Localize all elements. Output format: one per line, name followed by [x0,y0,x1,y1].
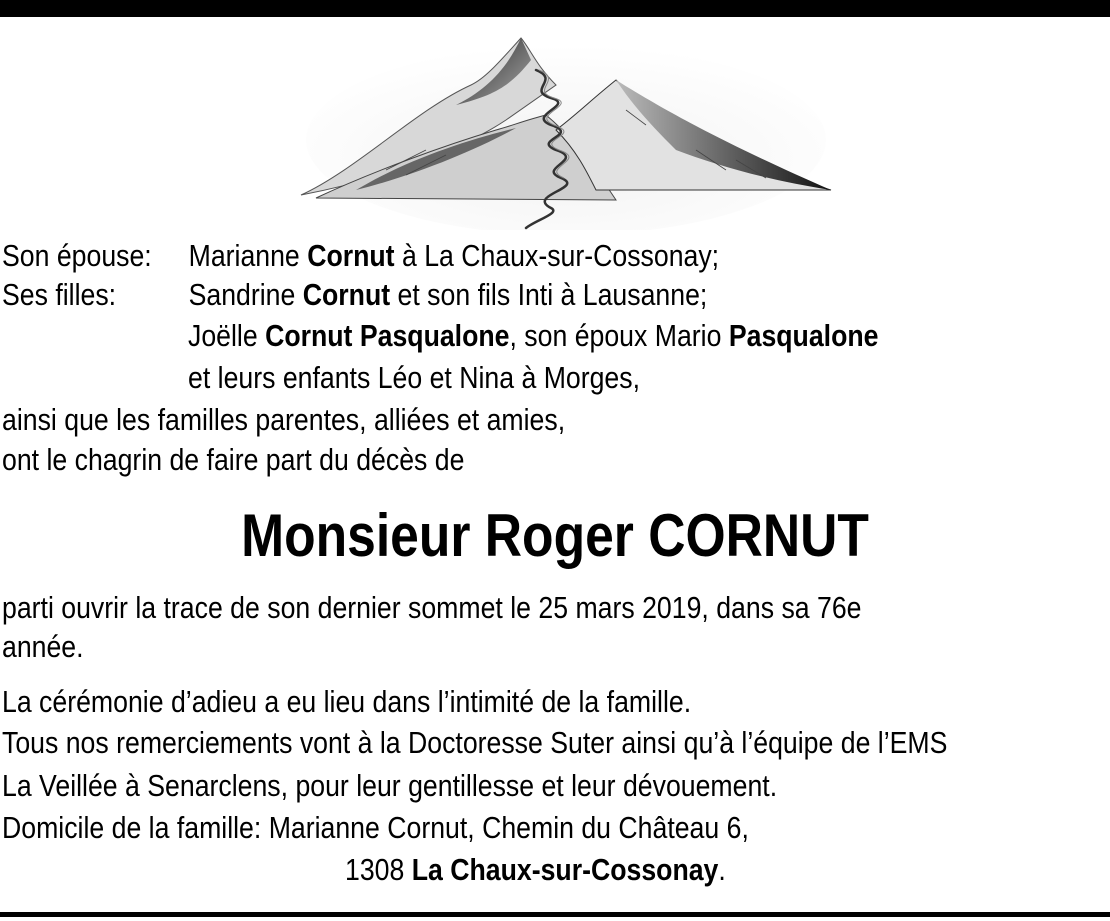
thanks-line-1: Tous nos remerciements vont à la Doctoresse Suter ainsi qu’à l’équipe de l’EMS [2,725,948,760]
deceased-name: Monsieur Roger CORNUT [241,502,869,569]
grandchildren-line: et leurs enfants Léo et Nina à Morges, [188,360,640,395]
daughter2-last-name: Cornut Pasqualone [265,318,510,353]
thanks-line-2: La Veillée à Senarclens, pour leur gentillesse et leur dévouement. [2,768,778,803]
daughter2-first-name: Joëlle [188,318,258,353]
daughter1-last-name: Cornut [302,277,391,312]
domicile-line: Domicile de la famille: Marianne Cornut, Chemin du Château 6, [2,810,749,845]
daughter2-line [188,316,878,355]
announcement-line: ont le chagrin de faire part du décès de [2,442,465,477]
postcode: 1308 [345,852,405,887]
top-rule [0,0,1110,17]
daughter2-spouse-intro: , son époux Mario [509,318,722,353]
address-end: . [718,852,726,887]
daughter2-spouse-last-name: Pasqualone [728,318,879,353]
daughter1-details: et son fils Inti à Lausanne; [397,277,708,312]
daughters-label: Ses filles: [2,277,117,312]
mountain-drawing-icon [296,30,836,230]
daughter1-first-name: Sandrine [188,277,296,312]
spouse-label: Son épouse: [2,238,152,273]
spouse-place: à La Chaux-sur-Cossonay; [401,238,720,273]
passing-line-2: année. [2,629,84,664]
ceremony-line: La cérémonie d’adieu a eu lieu dans l’intimité de la famille. [2,684,692,719]
spouse-last-name: Cornut [307,238,395,273]
town-name: La Chaux-sur-Cossonay [411,852,719,887]
passing-line-1: parti ouvrir la trace de son dernier sommet le 25 mars 2019, dans sa 76e [2,590,862,625]
spouse-first-name: Marianne [188,238,300,273]
address-line [345,850,726,889]
bottom-rule [0,912,1110,917]
daughters-line [2,275,707,314]
families-line: ainsi que les familles parentes, alliées et amies, [2,402,566,437]
spouse-line [2,236,719,275]
